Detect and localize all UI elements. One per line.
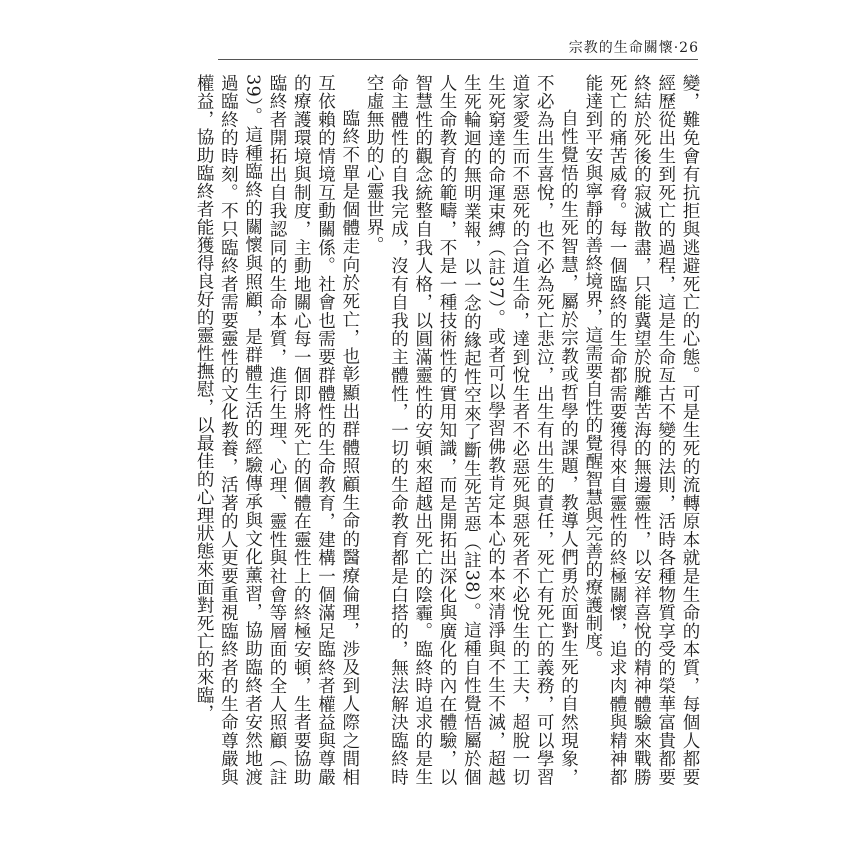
running-header [569, 37, 699, 57]
header-rule [218, 59, 698, 60]
body-text [192, 74, 702, 786]
book-title: 宗教的生命關懷 [568, 40, 674, 56]
paragraph-2: 自性覺悟的生死智慧，屬於宗教或哲學的課題，教導人們勇於面對生死的自然現象，不必為出生喜悅，也不必為死亡悲泣，出生有出生的責任，死亡有死亡的義務，可以學習道家愛生而不惡死的合道生命，達到悅生者不必惡死與惡死者不必悅生的工夫，超脫一切生死窮達的命運束縛（註37）。或者可以學習佛教肯定本心的本來清淨與不生不滅，超越生死輪迴的無明業報，以一念的緣起性空來了斷生死苦惡（註38）。這種自性覺悟屬於個人生命教育的範疇，不是一種技術性的實用知識，而是開拓出深化與廣化的內在體驗，以智慧性的觀念統整自我人格，以圓滿靈性的安頓來超越出死亡的陰霾。臨終時追求的是生命主體性的自我完成，沒有自我的主體性，一切的生命教育都是白搭的，無法解決臨終時空虛無助的心靈世界。 [364, 74, 579, 786]
paragraph-1: 變，難免會有抗拒與逃避死亡的心態。可是生死的流轉原本就是生命的本質，每個人都要經歷從出生到死亡的過程，這是生命亙古不變的法則，活時各種物質享受的榮華富貴都要終結於死後的寂滅散盡，只能冀望於脫離苦海的無邊靈性，以安祥喜悅的精神體驗來戰勝死亡的痛苦威脅。每一個臨終的生命都需要獲得來自靈性的終極關懷，追求肉體與精神都能達到平安與寧靜的善終境界，這需要自性的覺醒智慧與完善的療護制度。 [582, 74, 700, 786]
header-separator: · [673, 40, 680, 56]
paragraph-3: 臨終不單是個體走向於死亡，也彰顯出群體照顧生命的醫療倫理，涉及到人際之間相互依賴的情境互動關係。社會也需要群體性的生命教育，建構一個滿足臨終者權益與尊嚴的療護環境與制度，主動地關心每一個即將死亡的個體在靈性上的終極安頓，生者要協助臨終者開拓出自我認同的生命本質，進行生理、心理、靈性與社會等層面的全人照顧（註39）。這種臨終的關懷與照顧，是群體生活的經驗傳承與文化薰習，協助臨終者安然地渡過臨終的時刻。不只臨終者需要靈性的文化教養，活著的人更要重視臨終者的生命尊嚴與權益，協助臨終者能獲得良好的靈性撫慰，以最佳的心理狀態來面對死亡的來臨， [194, 74, 360, 786]
page-number: 26 [679, 40, 699, 56]
